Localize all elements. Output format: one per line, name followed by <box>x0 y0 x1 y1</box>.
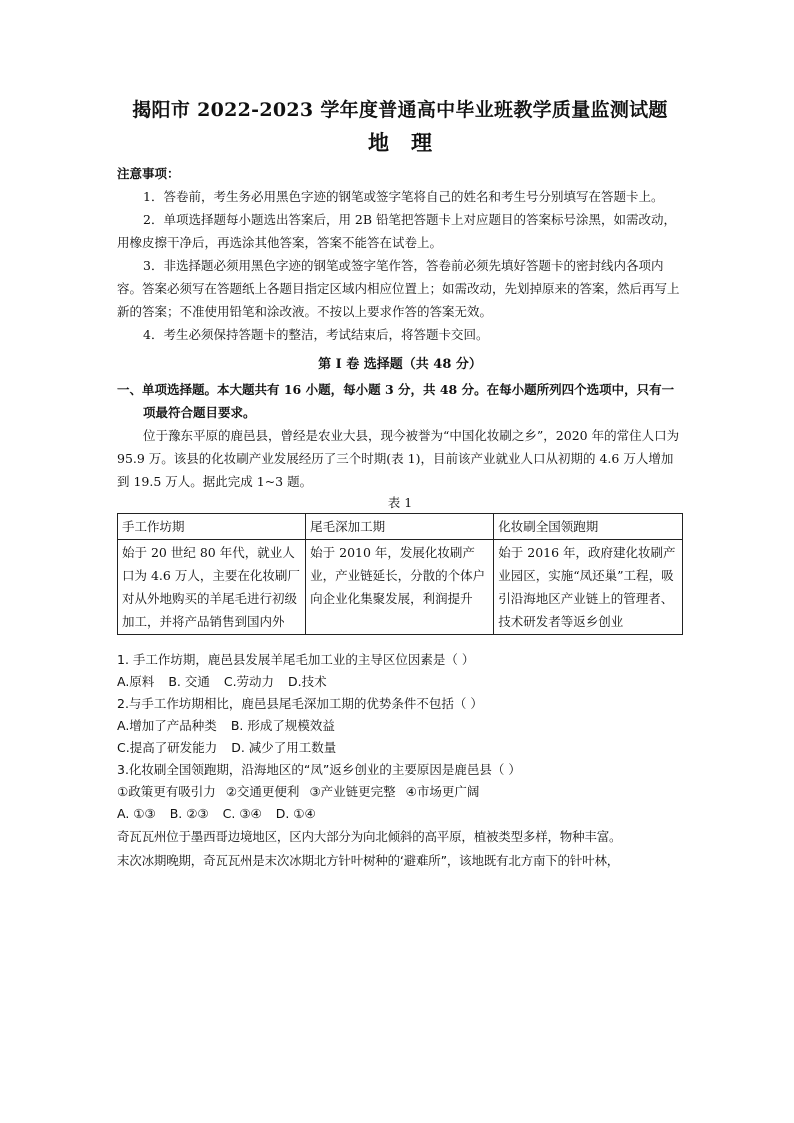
option-d: D. 减少了用工数量 <box>231 740 337 755</box>
note-item-4: 4．考生必须保持答题卡的整洁，考试结束后，将答题卡交回。 <box>143 327 489 342</box>
table-header-cell: 化妆刷全国领跑期 <box>494 514 683 540</box>
statement-2: ②交通更便利 <box>225 784 300 799</box>
option-c: C.提高了研发能力 <box>117 740 218 755</box>
section-instruction: 一、单项选择题。本大题共有 16 小题，每小题 3 分，共 48 分。在每小题所列四个选项中，只有一项最符合题目要求。 <box>117 382 675 420</box>
question-1-options <box>117 671 683 693</box>
option-a: A.增加了产品种类 <box>117 718 217 733</box>
exam-title: 揭阳市 2022-2023 学年度普通高中毕业班教学质量监测试题 <box>132 99 668 121</box>
table-caption: 表 1 <box>387 495 413 510</box>
option-b: B. 交通 <box>168 674 210 689</box>
question-3-statements <box>117 781 683 803</box>
passage-2-line-1: 奇瓦瓦州位于墨西哥边境地区，区内大部分为向北倾斜的高平原，植被类型多样，物种丰富。 <box>117 829 622 844</box>
note-item-2: 2．单项选择题每小题选出答案后，用 2B 铅笔把答题卡上对应题目的答案标号涂黑，如需改动，用橡皮擦干净后，再选涂其他答案，答案不能答在试卷上。 <box>117 212 677 250</box>
option-c: C.劳动力 <box>223 674 275 689</box>
table-cell: 始于 2016 年，政府建化妆刷产业园区，实施“凤还巢”工程，吸引沿海地区产业链上的管理者、技术研发者等返乡创业 <box>494 540 683 635</box>
statement-3: ③产业链更完整 <box>309 784 396 799</box>
table-header-cell: 尾毛深加工期 <box>306 514 494 540</box>
question-2-stem: 2.与手工作坊期相比，鹿邑县尾毛深加工期的优势条件不包括（ ） <box>117 696 483 711</box>
table-header-cell: 手工作坊期 <box>118 514 306 540</box>
option-b: B. 形成了规模效益 <box>230 718 335 733</box>
section-title: 第 I 卷 选择题（共 48 分） <box>318 357 482 372</box>
option-c: C. ③④ <box>222 806 262 821</box>
note-item-1: 1．答卷前，考生务必用黑色字迹的钢笔或签字笔将自己的姓名和考生号分别填写在答题卡上。 <box>143 189 664 204</box>
subject-title: 地理 <box>368 130 454 155</box>
question-1-stem: 1. 手工作坊期，鹿邑县发展羊尾毛加工业的主导区位因素是（ ） <box>117 652 475 667</box>
notes-section <box>117 162 683 346</box>
question-3-stem: 3.化妆刷全国领跑期，沿海地区的“凤”返乡创业的主要原因是鹿邑县（ ） <box>117 762 521 777</box>
notes-heading: 注意事项： <box>117 166 180 181</box>
question-2-options-row-2 <box>117 737 683 759</box>
option-d: D. ①④ <box>275 806 316 821</box>
option-a: A.原料 <box>117 674 155 689</box>
question-list <box>117 649 683 825</box>
table-cell: 始于 2010 年，发展化妆刷产业，产业链延长，分散的个体户向企业化集聚发展，利润提升 <box>306 540 494 635</box>
table-cell: 始于 20 世纪 80 年代，就业人口为 4.6 万人，主要在化妆刷厂对从外地购买的羊尾毛进行初级加工，并将产品销售到国内外 <box>118 540 306 635</box>
option-d: D.技术 <box>288 674 327 689</box>
table-row <box>118 540 683 635</box>
question-3-options <box>117 803 683 825</box>
statement-4: ④市场更广阔 <box>405 784 480 799</box>
table-header-row <box>118 514 683 540</box>
passage-1: 位于豫东平原的鹿邑县，曾经是农业大县，现今被誉为“中国化妆刷之乡”，2020 年的常住人口为 95.9 万。该县的化妆刷产业发展经历了三个时期(表 1)，目前该产业就业人口从初期的 4.6 万人增加到 19.5 万人。据此完成 1~3 题。 <box>117 428 680 489</box>
option-a: A. ①③ <box>117 806 156 821</box>
statement-1: ①政策更有吸引力 <box>117 784 216 799</box>
passage-2-line-2: 末次冰期晚期，奇瓦瓦州是末次冰期北方针叶树种的‘避难所”，该地既有北方南下的针叶林， <box>117 853 620 868</box>
question-2-options-row-1 <box>117 715 683 737</box>
exam-page <box>117 96 683 873</box>
stage-table <box>117 513 683 635</box>
note-item-3: 3．非选择题必须用黑色字迹的钢笔或签字笔作答，答卷前必须先填好答题卡的密封线内各项内容。答案必须写在答题纸上各题目指定区域内相应位置上；如需改动，先划掉原来的答案，然后再写上新的答案；不准使用铅笔和涂改液。不按以上要求作答的答案无效。 <box>117 258 680 319</box>
option-b: B. ②③ <box>169 806 209 821</box>
